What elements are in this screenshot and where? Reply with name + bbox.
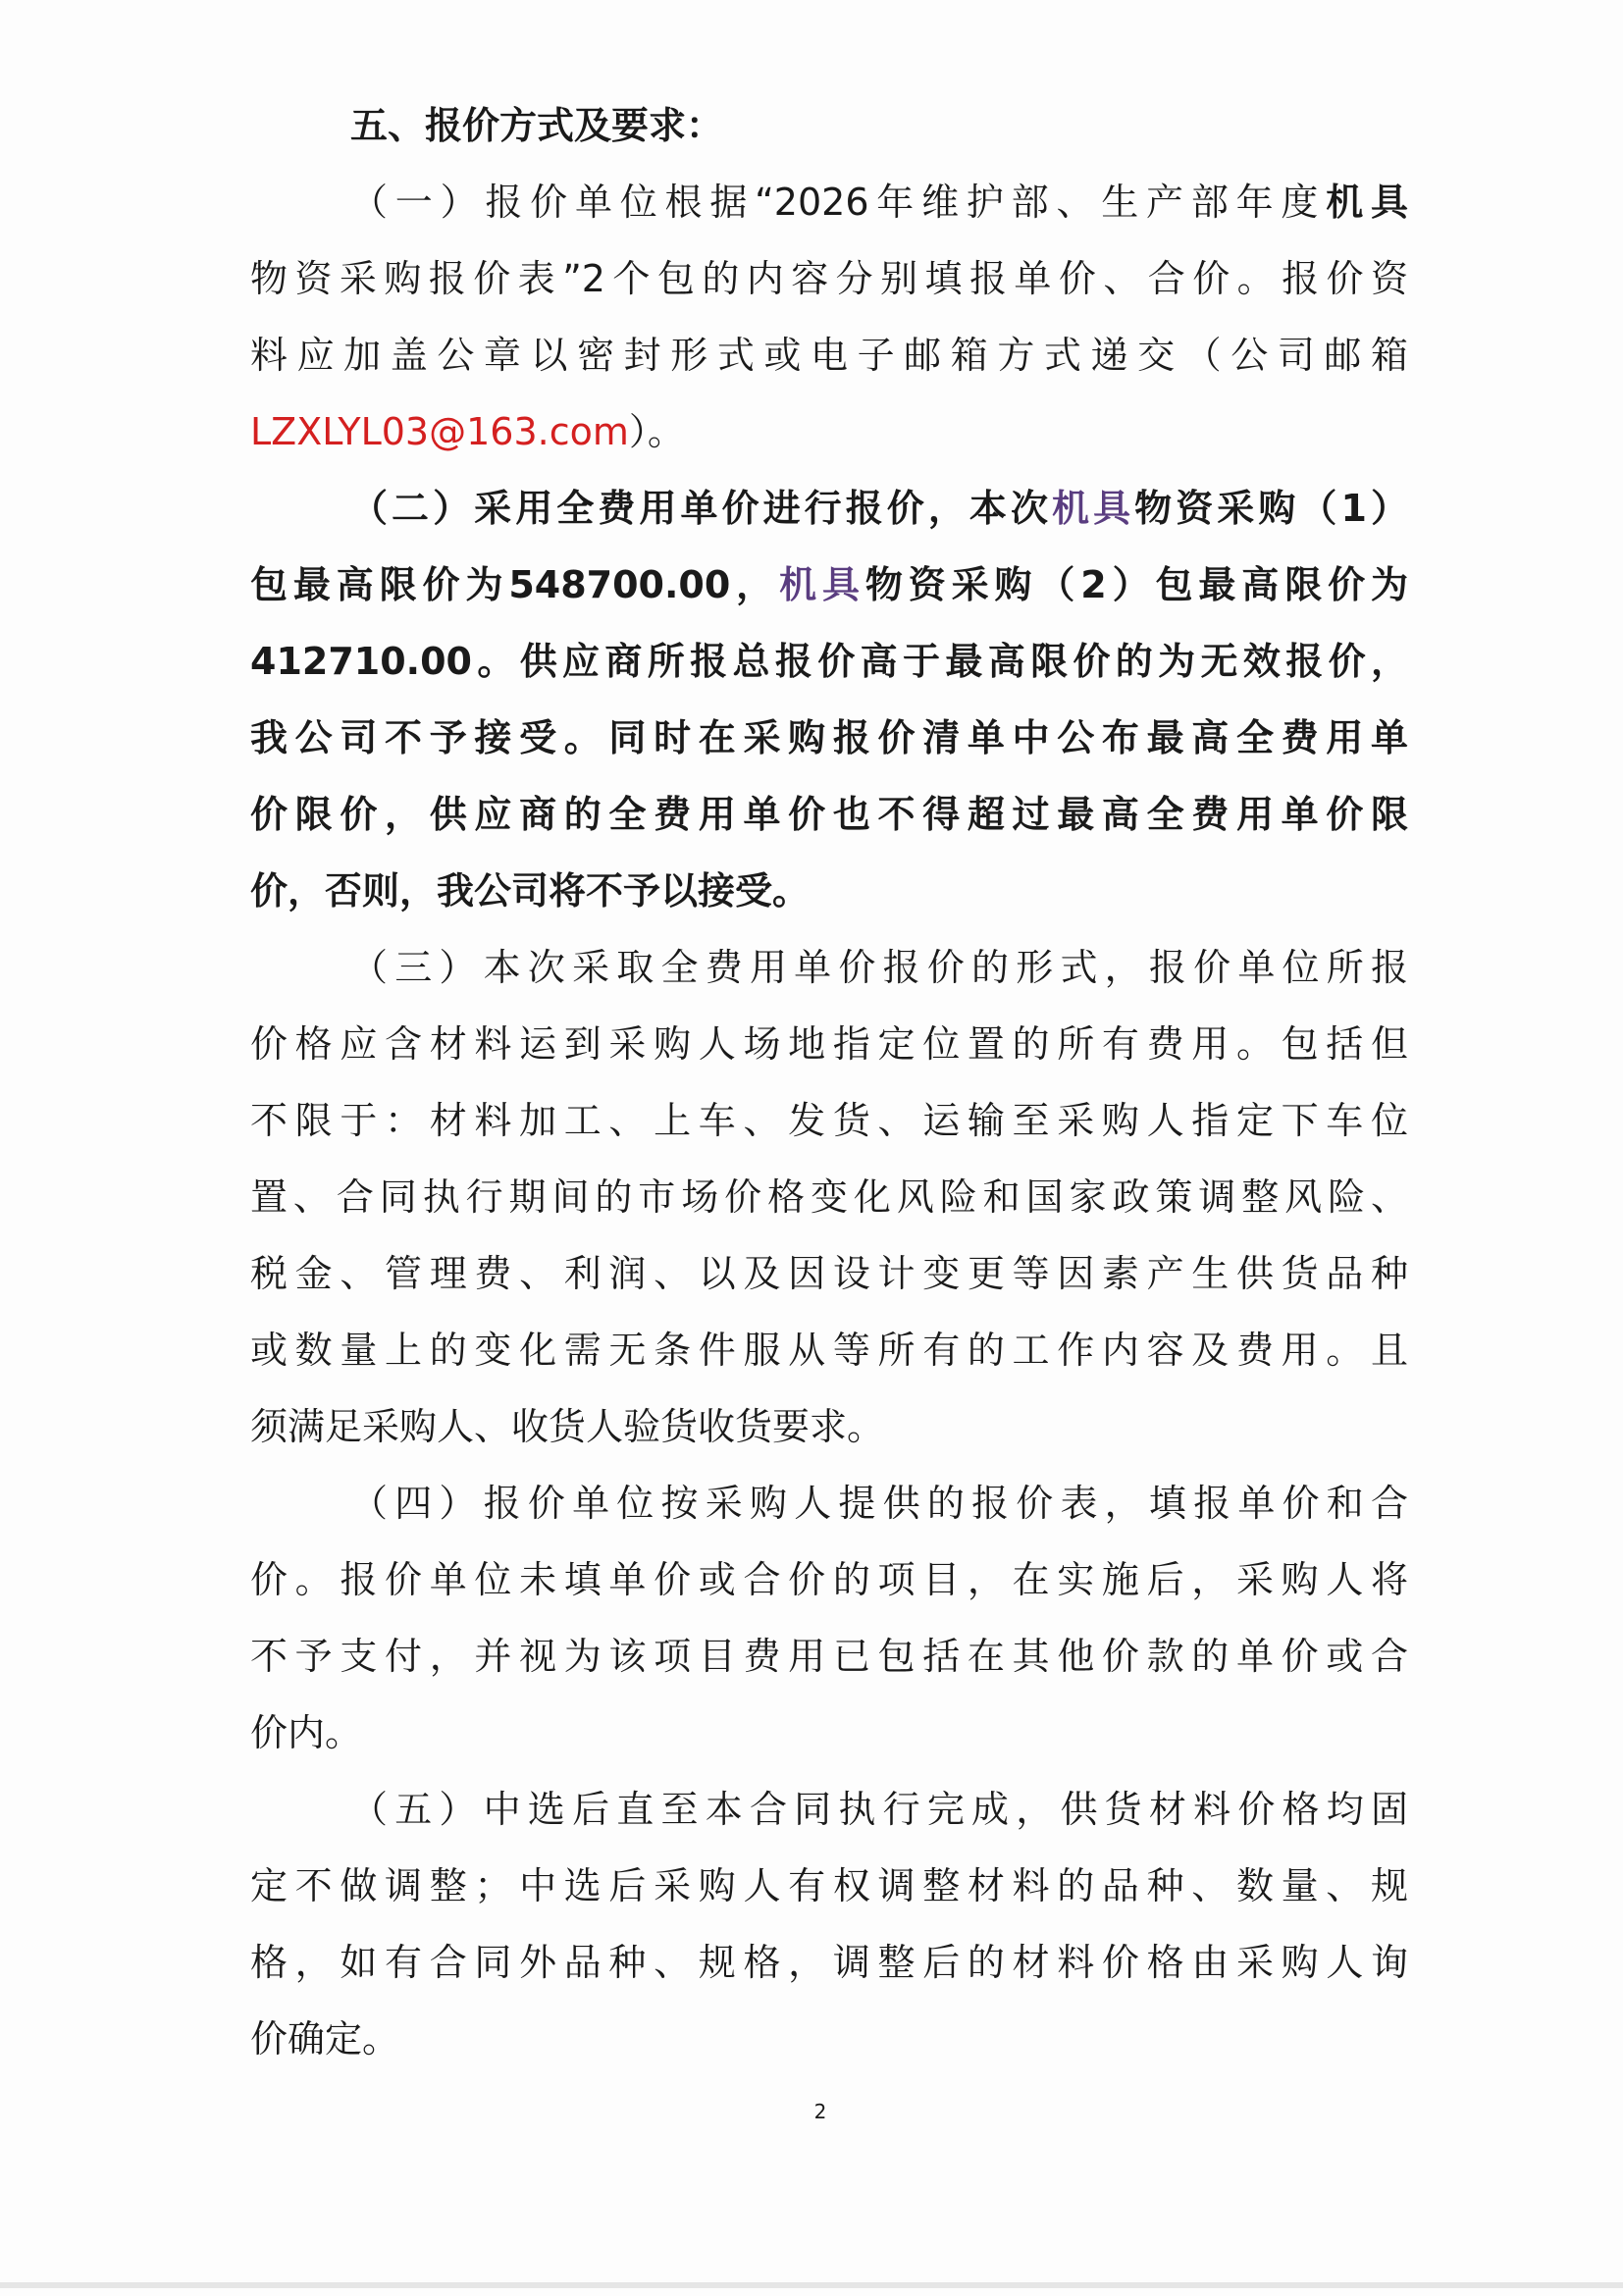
text-line (250, 1082, 1408, 1159)
document-body (250, 87, 1408, 2077)
text-line (250, 700, 1408, 776)
text-line (250, 929, 1408, 1006)
text-line (250, 776, 1408, 853)
text-segment: 包最高限价为548700.00， (250, 563, 780, 606)
text-segment: 不予支付，并视为该项目费用已包括在其他价款的单价或合 (250, 1635, 1408, 1678)
text-segment: 机具 (1326, 181, 1408, 224)
text-segment: 物资采购报价表”2个包的内容分别填报单价、合价。报价资 (250, 257, 1408, 300)
text-segment: 价格应含材料运到采购人场地指定位置的所有费用。包括但 (250, 1022, 1408, 1066)
text-segment: 我公司不予接受。同时在采购报价清单中公布最高全费用单 (250, 716, 1408, 759)
text-segment: （四）报价单位按采购人提供的报价表，填报单价和合 (350, 1482, 1408, 1525)
paragraphs (250, 164, 1408, 2077)
text-segment: 不限于：材料加工、上车、发货、运输至采购人指定下车位 (250, 1099, 1408, 1142)
text-line (250, 393, 1408, 470)
text-line (250, 470, 1408, 547)
text-line (250, 1159, 1408, 1235)
paragraph-1 (250, 164, 1408, 470)
text-line (250, 1771, 1408, 1848)
text-segment: 价确定。 (250, 2017, 400, 2061)
text-segment: 物资采购（2）包最高限价为 (864, 563, 1408, 606)
paragraph-4 (250, 1465, 1408, 1771)
text-segment: 机具 (779, 563, 865, 606)
paragraph-3 (250, 929, 1408, 1465)
text-line (250, 1312, 1408, 1388)
text-line (250, 853, 1408, 929)
text-segment: 价。报价单位未填单价或合价的项目，在实施后，采购人将 (250, 1558, 1408, 1601)
text-line (250, 1465, 1408, 1541)
email-address: LZXLYL03@163.com (250, 410, 629, 453)
text-line (250, 547, 1408, 623)
text-segment: 价，否则，我公司将不予以接受。 (250, 869, 811, 913)
text-segment: 料应加盖公章以密封形式或电子邮箱方式递交（公司邮箱 (250, 334, 1408, 377)
text-segment: 须满足采购人、收货人验货收货要求。 (250, 1405, 885, 1448)
text-segment: （一）报价单位根据“2026年维护部、生产部年度 (350, 181, 1327, 224)
text-line (250, 1618, 1408, 1695)
text-line (250, 164, 1408, 240)
text-line (250, 1006, 1408, 1082)
text-segment: （三）本次采取全费用单价报价的形式，报价单位所报 (350, 946, 1408, 989)
section-heading: 五、报价方式及要求： (350, 104, 724, 147)
text-line (250, 1235, 1408, 1312)
text-line (250, 623, 1408, 700)
text-segment: ）。 (628, 410, 685, 453)
paragraph-2 (250, 470, 1408, 929)
scan-edge (0, 2282, 1623, 2288)
text-segment: 定不做调整；中选后采购人有权调整材料的品种、数量、规 (250, 1864, 1408, 1907)
text-line (250, 1541, 1408, 1618)
paragraph-5 (250, 1771, 1408, 2077)
text-segment: （二）采用全费用单价进行报价，本次 (350, 487, 1053, 530)
text-segment: 物资采购（1） (1134, 487, 1408, 530)
text-segment: 412710.00。供应商所报总报价高于最高限价的为无效报价， (250, 640, 1408, 683)
text-line (250, 2001, 1408, 2077)
text-segment: 机具 (1052, 487, 1135, 530)
text-segment: 价限价，供应商的全费用单价也不得超过最高全费用单价限 (250, 793, 1408, 836)
page-number: 2 (813, 2100, 827, 2123)
text-line (250, 1695, 1408, 1771)
text-segment: 或数量上的变化需无条件服从等所有的工作内容及费用。且 (250, 1329, 1408, 1372)
text-line (250, 240, 1408, 317)
text-line (250, 1924, 1408, 2001)
text-segment: 格，如有合同外品种、规格，调整后的材料价格由采购人询 (250, 1941, 1408, 1984)
text-line (250, 1848, 1408, 1924)
text-line (250, 317, 1408, 393)
text-segment: 置、合同执行期间的市场价格变化风险和国家政策调整风险、 (250, 1175, 1408, 1219)
text-segment: （五）中选后直至本合同执行完成，供货材料价格均固 (350, 1788, 1408, 1831)
text-segment: 价内。 (250, 1711, 363, 1754)
text-line (250, 1388, 1408, 1465)
text-segment: 税金、管理费、利润、以及因设计变更等因素产生供货品种 (250, 1252, 1408, 1295)
